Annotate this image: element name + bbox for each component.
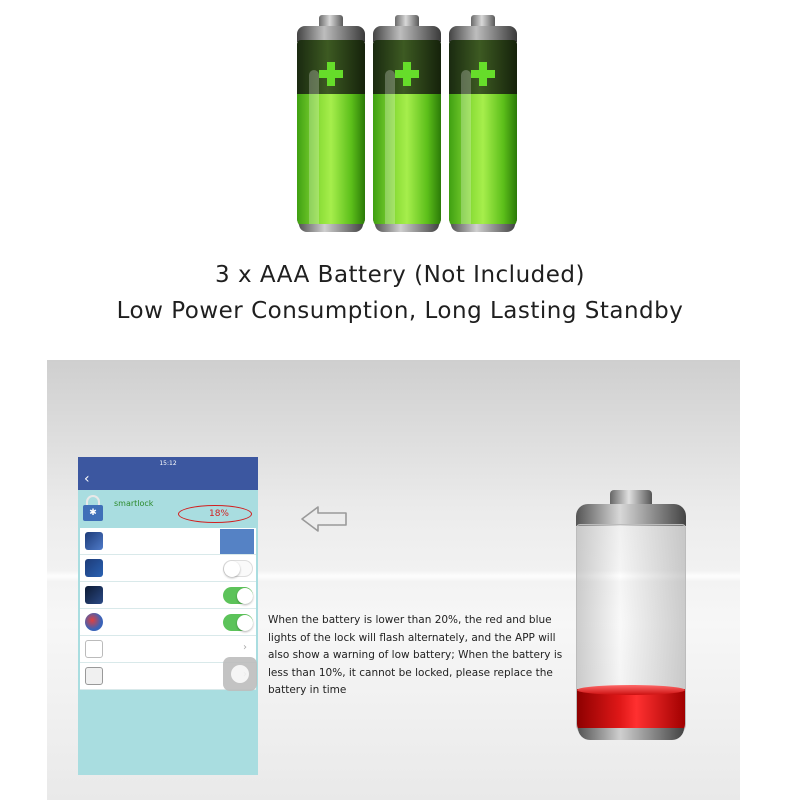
device-header [78,490,258,528]
green-battery-icon [371,12,443,234]
device-name: smartlock [114,499,154,508]
lock-app-icon [85,586,103,604]
list-item[interactable] [80,582,256,609]
chevron-right-icon: › [243,642,247,653]
caption-low-power: Low Power Consumption, Long Lasting Standby [116,298,684,324]
toggle-switch[interactable] [223,587,253,604]
lock-open-icon [85,559,103,577]
caption-battery-type: 3 x AAA Battery (Not Included) [215,262,585,288]
unlock-icon [85,532,103,550]
key-icon [85,640,103,658]
status-time: 15:12 [159,459,177,467]
toggle-switch[interactable] [223,560,253,577]
status-bar [78,457,258,469]
green-battery-icon [447,12,519,234]
assistive-touch-button[interactable] [223,657,257,691]
low-battery-icon [572,490,690,742]
batteries-illustration [295,12,555,234]
padlock-icon: ✱ [83,495,103,521]
arrow-left-outline-icon [300,505,348,533]
chevron-left-icon[interactable]: ‹ [84,471,90,487]
unlock-button[interactable] [220,529,254,554]
toggle-switch[interactable] [223,614,253,631]
list-item[interactable] [80,528,256,555]
id-card-icon [85,667,103,685]
green-battery-icon [295,12,367,234]
low-battery-description: When the battery is lower than 20%, the red and blue lights of the lock will flash alternately, and the APP will also show a warning of low battery; When the battery is less than 10%, it cannot be locked, please replace the battery in time [268,614,563,696]
battery-percent-badge: 18% [178,505,252,523]
list-item[interactable] [80,555,256,582]
nav-bar [78,469,258,490]
colorful-lock-icon [85,613,103,631]
phone-app-screenshot [78,457,258,775]
list-item[interactable] [80,609,256,636]
